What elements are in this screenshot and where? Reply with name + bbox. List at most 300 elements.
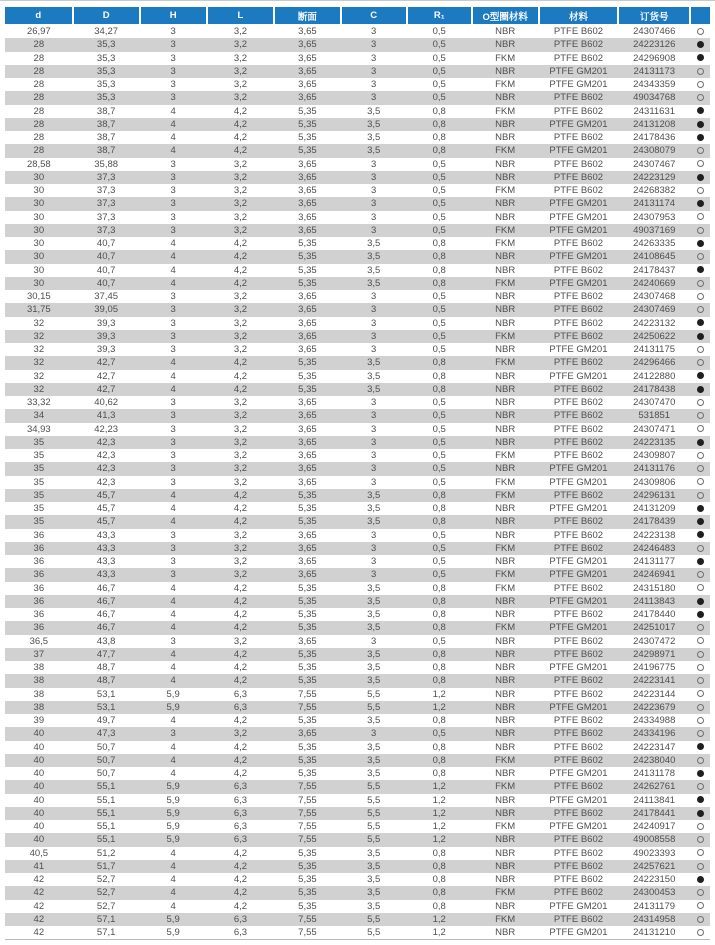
cell-D: 45,7: [96, 489, 116, 501]
cell-C: 3: [371, 463, 377, 475]
cell-section: 3,65: [298, 224, 317, 236]
cell-section: 3,65: [298, 529, 317, 541]
cell-d: 35: [33, 503, 45, 514]
cell-R1: 1,2: [432, 807, 446, 819]
cell-material: PTFE B602: [553, 688, 604, 700]
cell-R1: 0,5: [432, 79, 446, 90]
cell-order_no: 24223138: [633, 529, 676, 541]
page-container: [0, 1, 715, 940]
cell-L: 6,3: [233, 701, 248, 713]
cell-d: 32: [33, 317, 45, 329]
cell-C: 3,5: [367, 383, 381, 395]
cell-marker: [690, 290, 710, 303]
cell-L: 3,2: [233, 330, 248, 342]
cell-order_no: 24178437: [633, 264, 676, 276]
cell-R1: 0,5: [432, 26, 446, 37]
cell-order_no: 24246941: [633, 569, 676, 581]
cell-marker: [690, 847, 710, 860]
open-circle-icon: [697, 823, 704, 830]
cell-R1: 0,5: [432, 52, 446, 64]
cell-material: PTFE B602: [553, 516, 604, 528]
cell-D: 55,1: [96, 821, 116, 832]
cell-H: 4: [170, 860, 176, 872]
cell-C: 3,5: [367, 662, 381, 673]
cell-H: 3: [170, 198, 176, 210]
cell-C: 3,5: [367, 675, 381, 687]
cell-material: PTFE B602: [553, 105, 604, 117]
cell-C: 3: [371, 65, 377, 77]
cell-d: 28: [33, 65, 45, 77]
cell-C: 3: [371, 211, 377, 223]
filled-circle-icon: [697, 743, 704, 750]
cell-marker: [690, 674, 710, 687]
table-row: [5, 515, 710, 528]
cell-D: 55,1: [96, 807, 116, 819]
cell-oring_material: NBR: [495, 65, 516, 77]
cell-section: 3,65: [298, 158, 317, 170]
cell-material: PTFE GM201: [549, 65, 608, 77]
cell-H: 3: [170, 185, 176, 196]
cell-d: 42: [33, 900, 45, 912]
table-row: [5, 38, 710, 51]
cell-oring_material: NBR: [495, 92, 516, 104]
cell-R1: 0,8: [432, 768, 446, 779]
cell-H: 4: [170, 516, 176, 528]
cell-order_no: 24246483: [633, 542, 676, 554]
cell-C: 5,5: [367, 781, 381, 793]
open-circle-icon: [697, 677, 704, 684]
cell-oring_material: NBR: [495, 211, 516, 223]
cell-section: 3,65: [298, 171, 317, 183]
cell-section: 3,65: [298, 344, 317, 355]
cell-H: 3: [170, 436, 176, 448]
column-header-d: d: [5, 7, 73, 25]
cell-d: 40: [33, 807, 45, 819]
cell-section: 3,65: [298, 463, 317, 475]
cell-marker: [690, 317, 710, 330]
table-row: [5, 370, 710, 383]
cell-section: 7,55: [298, 794, 317, 806]
cell-D: 55,1: [96, 781, 116, 793]
cell-H: 3: [170, 410, 176, 422]
cell-L: 4,2: [233, 887, 248, 899]
cell-order_no: 24309806: [633, 476, 676, 488]
cell-d: 30: [33, 211, 45, 223]
cell-C: 3,5: [367, 768, 381, 779]
cell-C: 3,5: [367, 648, 381, 660]
cell-D: 37,3: [96, 198, 116, 210]
cell-d: 35: [33, 436, 45, 448]
cell-material: PTFE GM201: [549, 463, 608, 475]
cell-D: 38,7: [96, 105, 116, 117]
cell-L: 3,2: [233, 52, 248, 64]
cell-H: 3: [170, 211, 176, 223]
cell-material: PTFE B602: [553, 238, 604, 249]
cell-d: 36: [33, 529, 45, 541]
cell-L: 4,2: [233, 754, 248, 766]
cell-D: 50,7: [96, 754, 116, 766]
cell-section: 7,55: [298, 834, 317, 846]
table-row: [5, 449, 710, 462]
filled-circle-icon: [697, 372, 704, 379]
cell-H: 4: [170, 489, 176, 501]
table-row: [5, 224, 710, 237]
cell-D: 42,23: [94, 423, 119, 435]
cell-D: 46,7: [96, 582, 116, 594]
table-row: [5, 158, 710, 171]
column-header-order_no: 订货号: [618, 7, 690, 25]
cell-section: 5,35: [298, 132, 317, 143]
cell-oring_material: NBR: [495, 715, 516, 726]
cell-oring_material: NBR: [495, 436, 516, 448]
cell-R1: 1,2: [432, 781, 446, 793]
cell-marker: [690, 754, 710, 767]
cell-order_no: 24309807: [633, 450, 676, 461]
cell-oring_material: NBR: [495, 874, 516, 885]
cell-marker: [690, 688, 710, 701]
cell-marker: [690, 913, 710, 926]
cell-R1: 0,5: [432, 635, 446, 647]
cell-oring_material: NBR: [495, 198, 516, 210]
cell-L: 6,3: [233, 834, 248, 846]
cell-R1: 0,5: [432, 476, 446, 488]
column-header-C: C: [341, 7, 407, 25]
table-row: [5, 52, 710, 65]
table-row: [5, 476, 710, 489]
cell-H: 4: [170, 675, 176, 687]
cell-oring_material: NBR: [495, 344, 516, 355]
cell-H: 3: [170, 476, 176, 488]
cell-marker: [690, 701, 710, 714]
cell-D: 57,1: [96, 913, 116, 925]
cell-d: 39: [33, 715, 45, 726]
cell-section: 3,65: [298, 291, 317, 302]
cell-marker: [690, 277, 710, 290]
table-row: [5, 767, 710, 780]
cell-order_no: 24307466: [633, 26, 676, 37]
cell-marker: [690, 197, 710, 210]
cell-H: 3: [170, 397, 176, 408]
cell-L: 4,2: [233, 264, 248, 276]
cell-D: 52,7: [96, 900, 116, 912]
cell-section: 5,35: [298, 582, 317, 594]
cell-C: 3,5: [367, 503, 381, 514]
filled-circle-icon: [697, 41, 704, 48]
cell-L: 6,3: [233, 781, 248, 793]
cell-C: 5,5: [367, 821, 381, 832]
cell-marker: [690, 727, 710, 740]
cell-L: 3,2: [233, 542, 248, 554]
cell-marker: [690, 621, 710, 634]
cell-order_no: 24296131: [633, 489, 676, 501]
cell-oring_material: NBR: [495, 264, 516, 276]
cell-oring_material: FKM: [495, 489, 516, 501]
cell-R1: 1,2: [432, 834, 446, 846]
cell-L: 3,2: [233, 436, 248, 448]
cell-order_no: 24131175: [633, 344, 676, 355]
cell-L: 3,2: [233, 291, 248, 302]
cell-d: 40: [33, 768, 45, 779]
cell-C: 3,5: [367, 251, 381, 263]
cell-d: 28,58: [26, 158, 51, 170]
cell-R1: 0,5: [432, 185, 446, 196]
open-circle-icon: [697, 863, 704, 870]
cell-d: 36: [33, 595, 45, 607]
cell-L: 4,2: [233, 105, 248, 117]
cell-marker: [690, 370, 710, 383]
cell-D: 51,2: [96, 847, 116, 859]
cell-material: PTFE B602: [553, 92, 604, 104]
cell-L: 3,2: [233, 529, 248, 541]
cell-D: 39,05: [94, 304, 119, 316]
cell-section: 5,35: [298, 118, 317, 130]
cell-C: 3: [371, 158, 377, 170]
cell-section: 5,35: [298, 489, 317, 501]
cell-order_no: 24223150: [633, 874, 676, 885]
cell-material: PTFE GM201: [549, 821, 608, 832]
cell-order_no: 24178436: [633, 132, 676, 143]
filled-circle-icon: [697, 200, 704, 207]
cell-order_no: 24238040: [633, 754, 676, 766]
cell-oring_material: NBR: [495, 370, 516, 382]
cell-L: 4,2: [233, 118, 248, 130]
cell-H: 3: [170, 304, 176, 316]
cell-C: 3,5: [367, 132, 381, 143]
open-circle-icon: [697, 465, 704, 472]
cell-material: PTFE B602: [553, 304, 604, 316]
cell-oring_material: FKM: [495, 542, 516, 554]
open-circle-icon: [697, 651, 704, 658]
cell-L: 3,2: [233, 569, 248, 581]
cell-marker: [690, 767, 710, 780]
cell-D: 43,3: [96, 542, 116, 554]
cell-section: 3,65: [298, 476, 317, 488]
cell-material: PTFE B602: [553, 754, 604, 766]
cell-material: PTFE B602: [553, 609, 604, 620]
table-row: [5, 661, 710, 674]
cell-marker: [690, 462, 710, 475]
cell-marker: [690, 807, 710, 820]
table-row: [5, 78, 710, 91]
cell-D: 37,3: [96, 185, 116, 196]
cell-R1: 0,5: [432, 556, 446, 567]
cell-L: 4,2: [233, 715, 248, 726]
cell-L: 6,3: [233, 807, 248, 819]
cell-L: 4,2: [233, 489, 248, 501]
cell-H: 3: [170, 450, 176, 461]
cell-section: 7,55: [298, 821, 317, 832]
cell-R1: 0,8: [432, 741, 446, 753]
cell-order_no: 24223679: [633, 701, 676, 713]
cell-d: 36: [33, 569, 45, 581]
cell-order_no: 24223129: [633, 171, 676, 183]
cell-H: 5,9: [166, 688, 180, 700]
cell-d: 40: [33, 754, 45, 766]
cell-marker: [690, 582, 710, 595]
cell-d: 28: [33, 132, 45, 143]
cell-d: 36: [33, 542, 45, 554]
cell-L: 3,2: [233, 39, 248, 51]
cell-L: 4,2: [233, 900, 248, 912]
cell-R1: 0,8: [432, 847, 446, 859]
table-row: [5, 317, 710, 330]
cell-marker: [690, 303, 710, 316]
cell-order_no: 24223132: [633, 317, 676, 329]
cell-section: 3,65: [298, 635, 317, 647]
cell-D: 40,7: [96, 264, 116, 276]
cell-order_no: 24131177: [633, 556, 676, 567]
cell-d: 38: [33, 688, 45, 700]
cell-L: 4,2: [233, 860, 248, 872]
cell-R1: 1,2: [432, 927, 446, 938]
table-row: [5, 303, 710, 316]
cell-d: 36: [33, 556, 45, 567]
cell-oring_material: NBR: [495, 927, 516, 938]
cell-material: PTFE B602: [553, 648, 604, 660]
table-row: [5, 873, 710, 886]
cell-marker: [690, 211, 710, 224]
cell-H: 4: [170, 251, 176, 263]
cell-oring_material: NBR: [495, 39, 516, 51]
cell-material: PTFE B602: [553, 860, 604, 872]
cell-oring_material: FKM: [495, 582, 516, 594]
filled-circle-icon: [697, 319, 704, 326]
cell-H: 5,9: [166, 821, 180, 832]
open-circle-icon: [697, 412, 704, 419]
cell-C: 3: [371, 52, 377, 64]
cell-material: PTFE B602: [553, 741, 604, 753]
cell-D: 39,3: [96, 344, 116, 355]
cell-d: 42: [33, 874, 45, 885]
cell-C: 5,5: [367, 834, 381, 846]
cell-marker: [690, 860, 710, 873]
cell-marker: [690, 515, 710, 528]
table-row: [5, 701, 710, 714]
cell-oring_material: NBR: [495, 26, 516, 37]
cell-D: 41,3: [96, 410, 116, 422]
cell-d: 36: [33, 609, 45, 620]
cell-R1: 0,5: [432, 65, 446, 77]
cell-oring_material: FKM: [495, 476, 516, 488]
cell-L: 6,3: [233, 688, 248, 700]
table-row: [5, 727, 710, 740]
cell-R1: 0,8: [432, 675, 446, 687]
cell-d: 40: [33, 741, 45, 753]
table-row: [5, 171, 710, 184]
cell-H: 4: [170, 370, 176, 382]
table-row: [5, 105, 710, 118]
cell-L: 6,3: [233, 913, 248, 925]
cell-d: 30: [33, 198, 45, 210]
cell-L: 3,2: [233, 463, 248, 475]
cell-order_no: 24334196: [633, 728, 676, 740]
cell-order_no: 24178440: [633, 609, 676, 620]
cell-C: 5,5: [367, 701, 381, 713]
cell-order_no: 24223147: [633, 741, 676, 753]
cell-marker: [690, 741, 710, 754]
cell-C: 3: [371, 224, 377, 236]
cell-R1: 0,8: [432, 582, 446, 594]
column-header-L: L: [207, 7, 275, 25]
column-header-marker: [690, 7, 710, 25]
open-circle-icon: [697, 280, 704, 287]
cell-L: 3,2: [233, 198, 248, 210]
cell-C: 3: [371, 92, 377, 104]
table-row: [5, 409, 710, 422]
cell-oring_material: FKM: [495, 450, 516, 461]
table-row: [5, 264, 710, 277]
cell-d: 40: [33, 728, 45, 740]
cell-order_no: 24300453: [633, 887, 676, 899]
cell-d: 32: [33, 383, 45, 395]
open-circle-icon: [697, 849, 704, 856]
cell-marker: [690, 886, 710, 899]
cell-marker: [690, 224, 710, 237]
column-header-material: 材料: [539, 7, 619, 25]
cell-material: PTFE B602: [553, 397, 604, 408]
cell-oring_material: NBR: [495, 118, 516, 130]
cell-R1: 0,8: [432, 887, 446, 899]
cell-marker: [690, 118, 710, 131]
cell-material: PTFE B602: [553, 357, 604, 369]
cell-H: 4: [170, 132, 176, 143]
cell-C: 3,5: [367, 264, 381, 276]
cell-marker: [690, 873, 710, 886]
cell-marker: [690, 900, 710, 913]
cell-order_no: 24257621: [633, 860, 676, 872]
table-row: [5, 741, 710, 754]
cell-section: 5,35: [298, 887, 317, 899]
cell-material: PTFE B602: [553, 436, 604, 448]
cell-material: PTFE B602: [553, 39, 604, 51]
cell-marker: [690, 105, 710, 118]
filled-circle-icon: [697, 121, 704, 128]
open-circle-icon: [697, 94, 704, 101]
open-circle-icon: [697, 253, 704, 260]
cell-order_no: 24307469: [633, 304, 676, 316]
table-row: [5, 621, 710, 634]
cell-H: 4: [170, 622, 176, 634]
cell-L: 3,2: [233, 317, 248, 329]
cell-C: 3,5: [367, 370, 381, 382]
cell-D: 52,7: [96, 887, 116, 899]
cell-R1: 0,8: [432, 370, 446, 382]
filled-circle-icon: [697, 611, 704, 618]
table-row: [5, 674, 710, 687]
cell-H: 4: [170, 768, 176, 779]
cell-d: 42: [33, 887, 45, 899]
cell-material: PTFE GM201: [549, 503, 608, 514]
cell-material: PTFE B602: [553, 529, 604, 541]
cell-section: 5,35: [298, 675, 317, 687]
cell-H: 3: [170, 291, 176, 302]
cell-D: 55,1: [96, 794, 116, 806]
table-row: [5, 886, 710, 899]
cell-oring_material: FKM: [495, 105, 516, 117]
cell-marker: [690, 648, 710, 661]
cell-L: 3,2: [233, 185, 248, 196]
cell-material: PTFE B602: [553, 834, 604, 846]
open-circle-icon: [697, 584, 704, 591]
cell-D: 43,3: [96, 529, 116, 541]
cell-material: PTFE GM201: [549, 370, 608, 382]
cell-H: 4: [170, 887, 176, 899]
open-circle-icon: [697, 160, 704, 167]
cell-R1: 0,5: [432, 450, 446, 461]
open-circle-icon: [697, 359, 704, 366]
cell-L: 4,2: [233, 768, 248, 779]
cell-R1: 1,2: [432, 701, 446, 713]
